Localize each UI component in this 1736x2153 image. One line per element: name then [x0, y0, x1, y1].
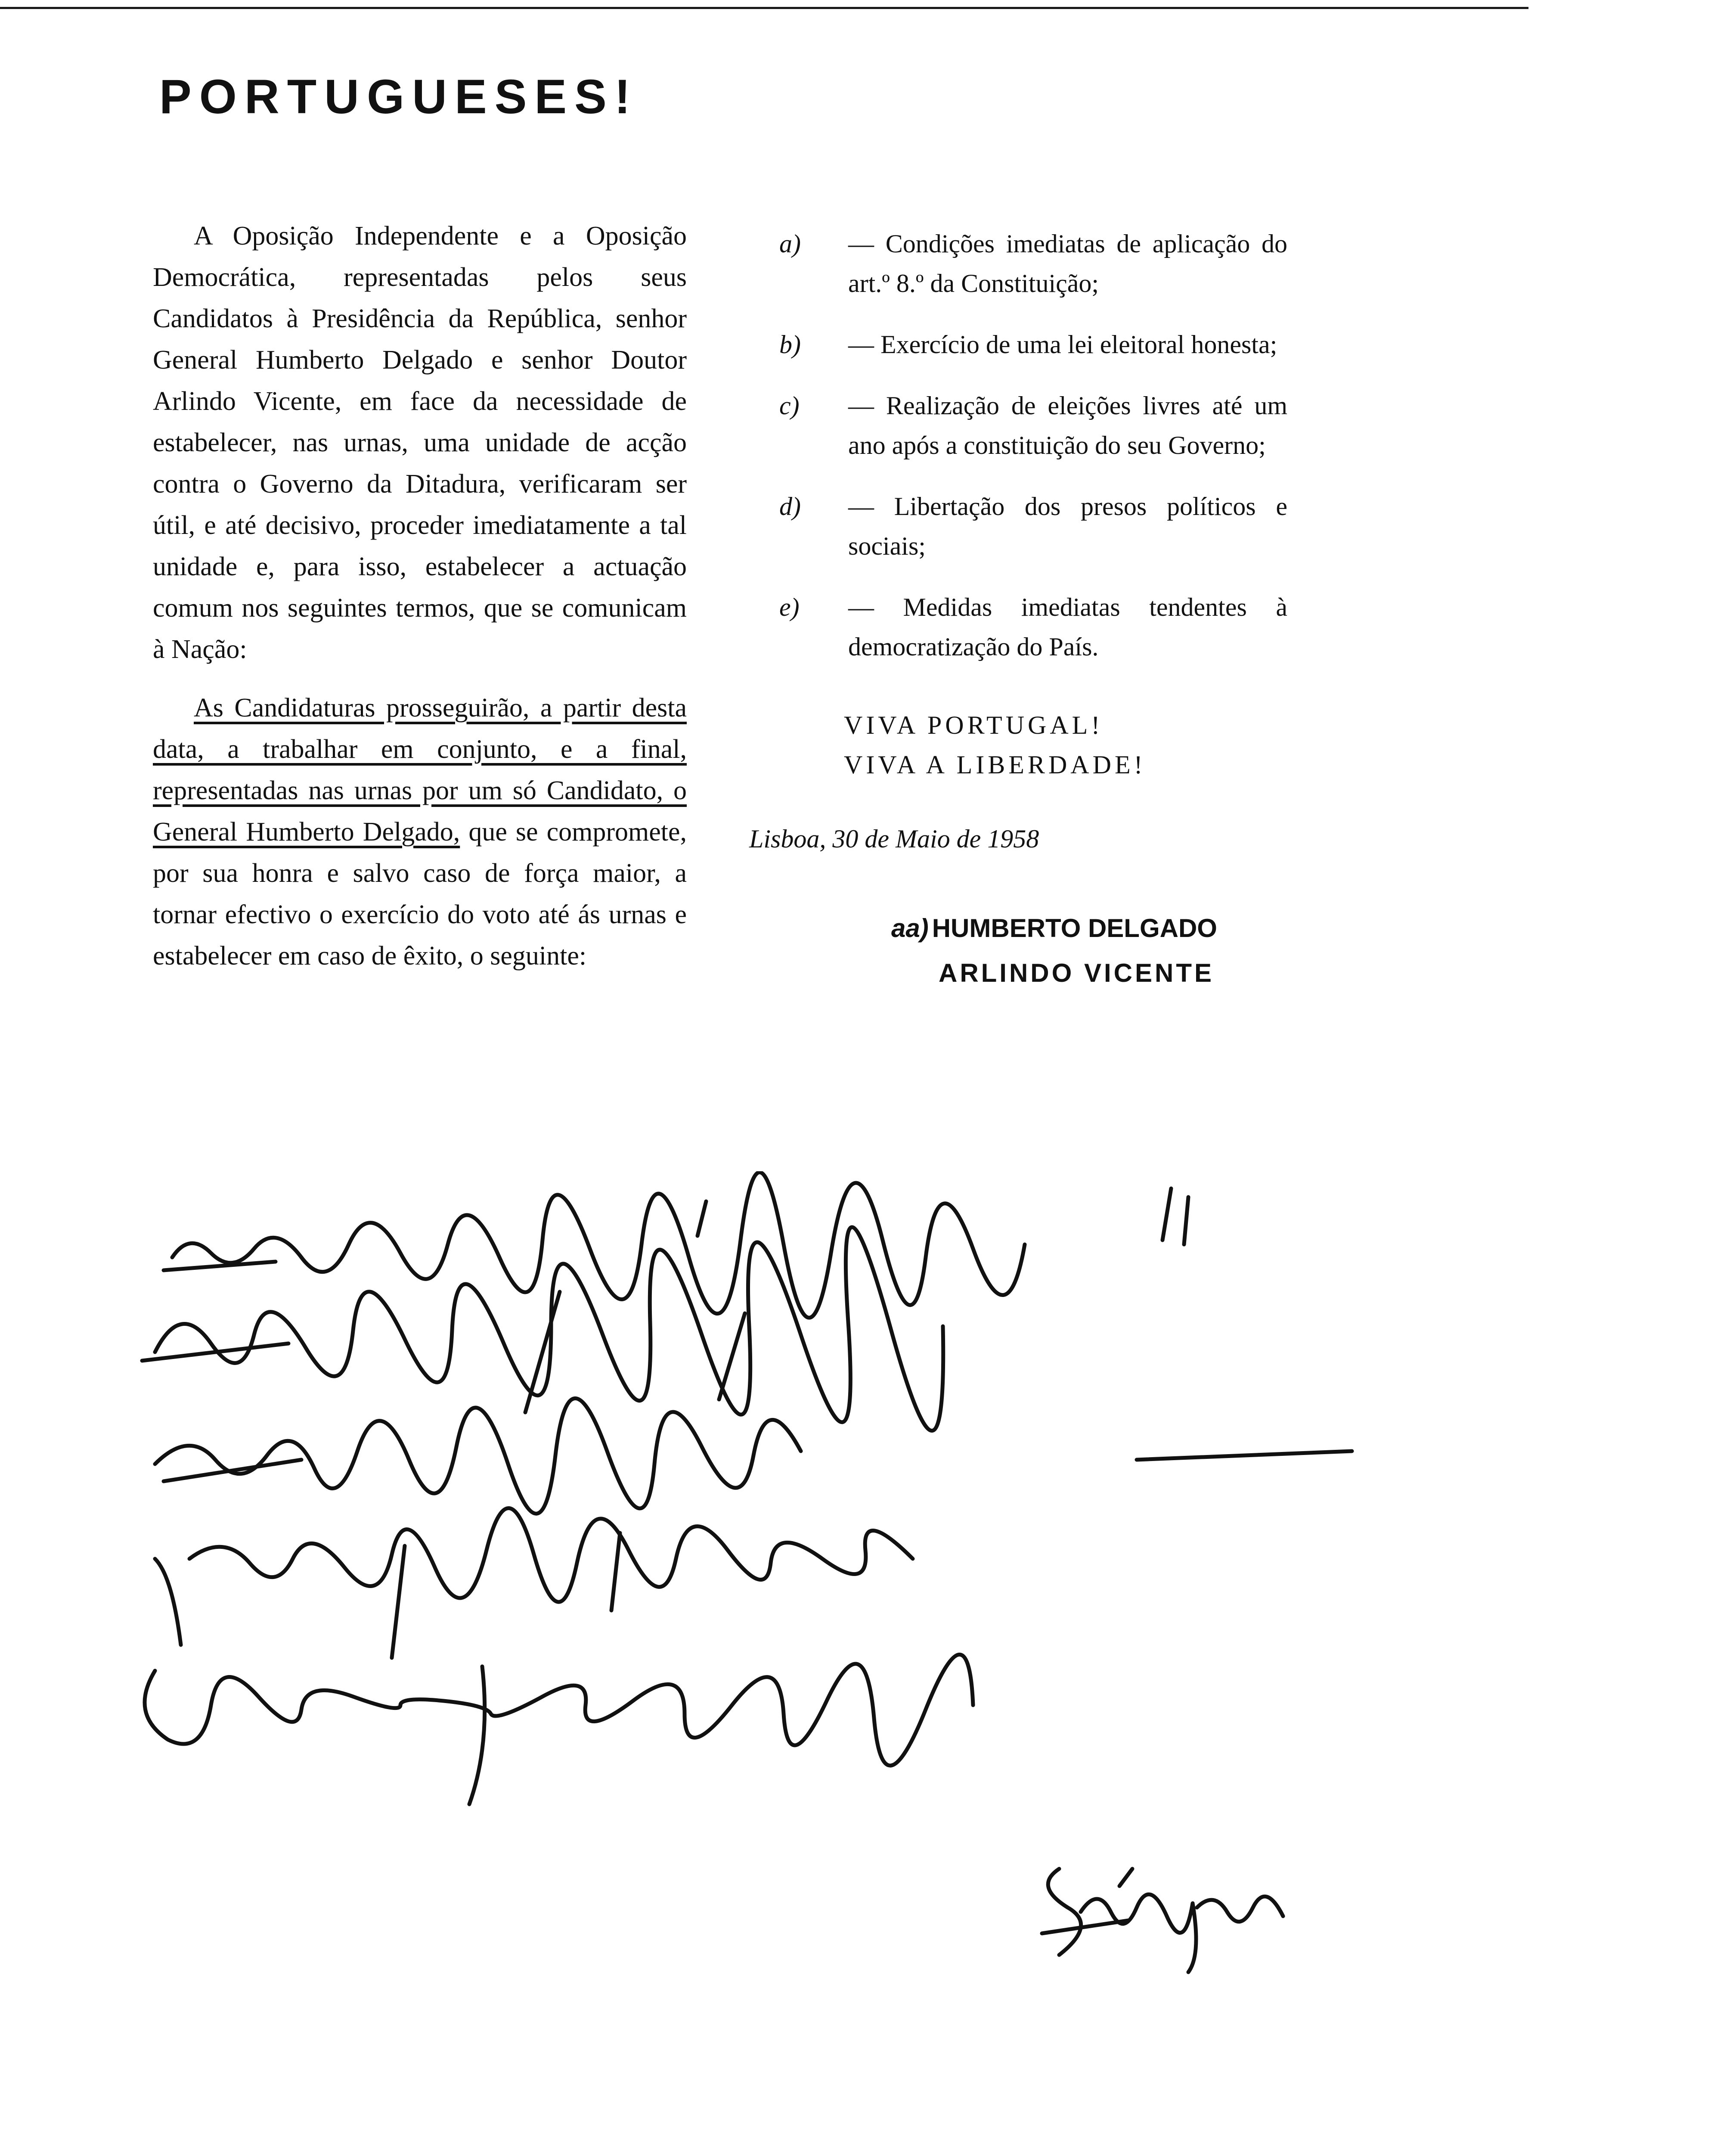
slogan-viva-portugal: VIVA PORTUGAL! — [844, 711, 1104, 739]
handwritten-note — [103, 1171, 1567, 1989]
page-title: PORTUGUESES! — [159, 70, 639, 124]
item-text: — Libertação dos presos políticos e sociais; — [848, 492, 1287, 560]
underlined-passage: As Candidaturas prosseguirão, a partir desta data, a trabalhar em conjunto, e a final, representadas nas urnas por um só Candidato, o General Humberto Delgado, — [153, 693, 687, 847]
right-column — [749, 224, 1287, 996]
item-text: — Realização de eleições livres até um ano após a constituição do seu Governo; — [848, 391, 1287, 459]
item-text: — Exercício de uma lei eleitoral honesta; — [848, 330, 1277, 359]
left-column — [153, 215, 687, 994]
item-text: — Condições imediatas de aplicação do art.º 8.º da Constituição; — [848, 230, 1287, 298]
paragraph-candidatures — [153, 687, 687, 977]
signatory-vicente: ARLINDO VICENTE — [939, 959, 1215, 987]
item-label: e) — [779, 593, 800, 621]
slogan-viva-liberdade: VIVA A LIBERDADE! — [844, 751, 1146, 779]
date-line: Lisboa, 30 de Maio de 1958 — [749, 825, 1039, 853]
list-item — [779, 325, 1287, 364]
list-item — [779, 487, 1287, 566]
list-item — [779, 587, 1287, 667]
viva-slogans — [844, 705, 1287, 785]
item-label: b) — [779, 330, 801, 359]
list-item — [779, 386, 1287, 465]
signature-prefix: aa) — [891, 914, 929, 943]
paragraph-continuation: que se compromete, por sua honra e salvo caso de força maior, a tornar efectivo o exercício do voto até ás urnas e estabelecer em caso de êxito, o seguinte: — [153, 817, 687, 971]
top-rule — [0, 7, 1528, 9]
item-label: c) — [779, 391, 800, 420]
paragraph-intro: A Oposição Independente e a Oposição Democrática, representadas pelos seus Candidatos à Presidência da República, senhor General Humberto Delgado e senhor Doutor Arlindo Vicente, em face da necessidade de estabelecer, nas urnas, uma unidade de acção contra o Governo da Ditadura, verificaram ser útil, e até decisivo, proceder imediatamente a tal unidade e, para isso, estabelecer a actuação comum nos seguintes termos, que se comunicam à Nação: — [153, 221, 687, 664]
list-item — [779, 224, 1287, 303]
item-text: — Medidas imediatas tendentes à democratização do País. — [848, 593, 1287, 661]
item-label: a) — [779, 230, 801, 258]
item-label: d) — [779, 492, 801, 521]
signatories — [891, 906, 1287, 996]
signatory-delgado: HUMBERTO DELGADO — [932, 914, 1217, 943]
handwritten-signature — [1025, 1843, 1326, 1981]
